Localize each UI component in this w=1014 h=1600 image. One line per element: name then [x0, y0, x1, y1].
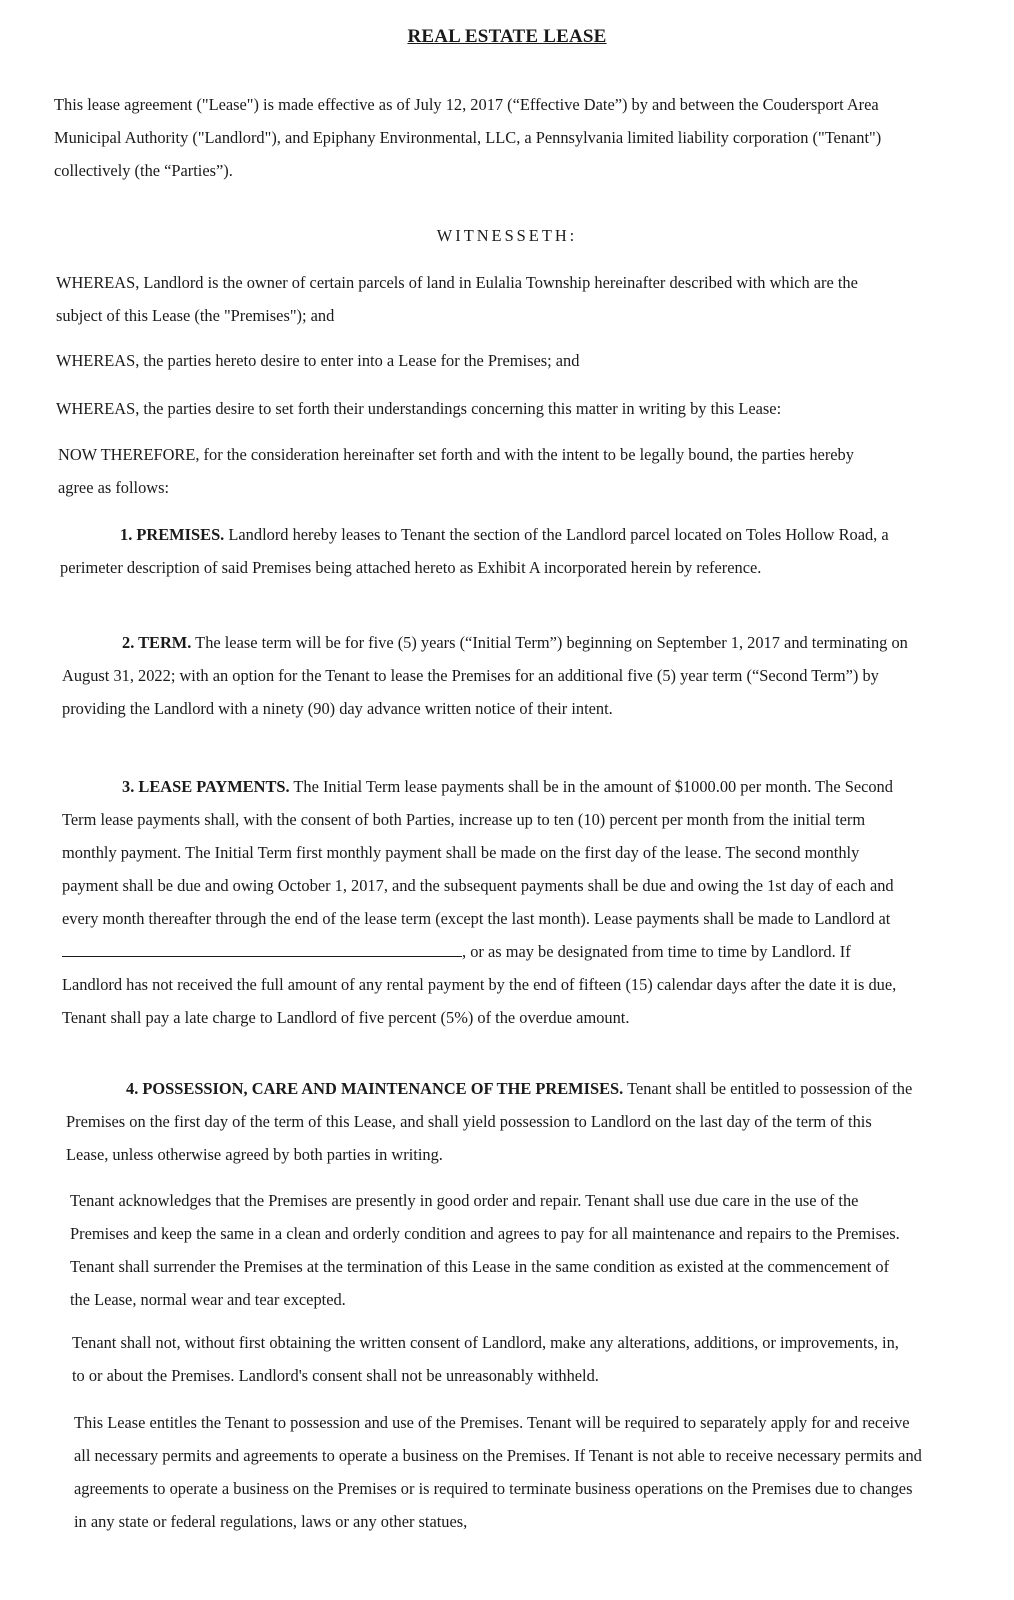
section-possession-heading: 4. POSSESSION, CARE AND MAINTENANCE OF THE PREMISES.	[126, 1079, 624, 1098]
section-premises	[60, 518, 900, 584]
section-possession	[66, 1072, 916, 1171]
section-lease-payments-text-b: , or as may be designated from time to time by Landlord. If Landlord has not received the full amount of any rental payment by the end of fifteen (15) calendar days after the date it is due, Tenant shall pay a late charge to Landlord of five percent (5%) of the overdue amount.	[62, 942, 897, 1027]
acknowledgement-paragraph: Tenant acknowledges that the Premises are presently in good order and repair. Tenant shall use due care in the use of the Premises and keep the same in a clean and orderly condition and agrees to pay for all maintenance and repairs to the Premises. Tenant shall surrender the Premises at the termination of this Lease in the same condition as existed at the commencement of the Lease, normal wear and tear excepted.	[70, 1191, 900, 1309]
section-term	[62, 626, 912, 725]
witnesseth-heading: WITNESSETH:	[436, 226, 578, 245]
section-lease-payments-heading: 3. LEASE PAYMENTS.	[122, 777, 290, 796]
section-term-text: The lease term will be for five (5) years (“Initial Term”) beginning on September 1, 2017 and terminating on August 31, 2022; with an option for the Tenant to lease the Premises for an additional five (5) year term (“Second Term”) by providing the Landlord with a ninety (90) day advance written notice of their intent.	[62, 633, 908, 718]
whereas-paragraph-3: WHEREAS, the parties desire to set forth their understandings concerning this matter in writing by this Lease:	[56, 399, 782, 418]
section-term-heading: 2. TERM.	[122, 633, 192, 652]
entitlement-paragraph: This Lease entitles the Tenant to possession and use of the Premises. Tenant will be required to separately apply for and receive all necessary permits and agreements to operate a business on the Premises. If Tenant is not able to receive necessary permits and agreements to operate a business on the Premises or is required to terminate business operations on the Premises due to changes in any state or federal regulations, laws or any other statues,	[74, 1413, 922, 1531]
section-premises-text: Landlord hereby leases to Tenant the section of the Landlord parcel located on Toles Hollow Road, a perimeter description of said Premises being attached hereto as Exhibit A incorporated herein by reference.	[60, 525, 889, 577]
intro-paragraph: This lease agreement ("Lease") is made effective as of July 12, 2017 (“Effective Date”) by and between the Coudersport Area Municipal Authority ("Landlord"), and Epiphany Environmental, LLC, a Pennsylvania limited liability corporation ("Tenant") collectively (the “Parties”).	[54, 95, 882, 180]
alterations-paragraph: Tenant shall not, without first obtaining the written consent of Landlord, make any alterations, additions, or improvements, in, to or about the Premises. Landlord's consent shall not be unreasonably withheld.	[72, 1333, 899, 1385]
section-possession-text: Tenant shall be entitled to possession of the Premises on the first day of the term of this Lease, and shall yield possession to Landlord on the last day of the term of this Lease, unless otherwise agreed by both parties in writing.	[66, 1079, 913, 1164]
section-premises-heading: 1. PREMISES.	[120, 525, 225, 544]
payment-address-blank	[62, 942, 462, 957]
now-therefore-paragraph: NOW THEREFORE, for the consideration hereinafter set forth and with the intent to be legally bound, the parties hereby agree as follows:	[58, 445, 854, 497]
document-title: REAL ESTATE LEASE	[407, 26, 607, 47]
whereas-paragraph-2: WHEREAS, the parties hereto desire to enter into a Lease for the Premises; and	[56, 351, 580, 370]
section-lease-payments	[62, 770, 912, 1034]
whereas-paragraph-1: WHEREAS, Landlord is the owner of certain parcels of land in Eulalia Township hereinafter described with which are the subject of this Lease (the "Premises"); and	[56, 273, 858, 325]
section-lease-payments-text-a: The Initial Term lease payments shall be in the amount of $1000.00 per month. The Second Term lease payments shall, with the consent of both Parties, increase up to ten (10) percent per month from the initial term monthly payment. The Initial Term first monthly payment shall be made on the first day of the lease. The second monthly payment shall be due and owing October 1, 2017, and the subsequent payments shall be due and owing the 1st day of each and every month thereafter through the end of the lease term (except the last month). Lease payments shall be made to Landlord at	[62, 777, 894, 928]
